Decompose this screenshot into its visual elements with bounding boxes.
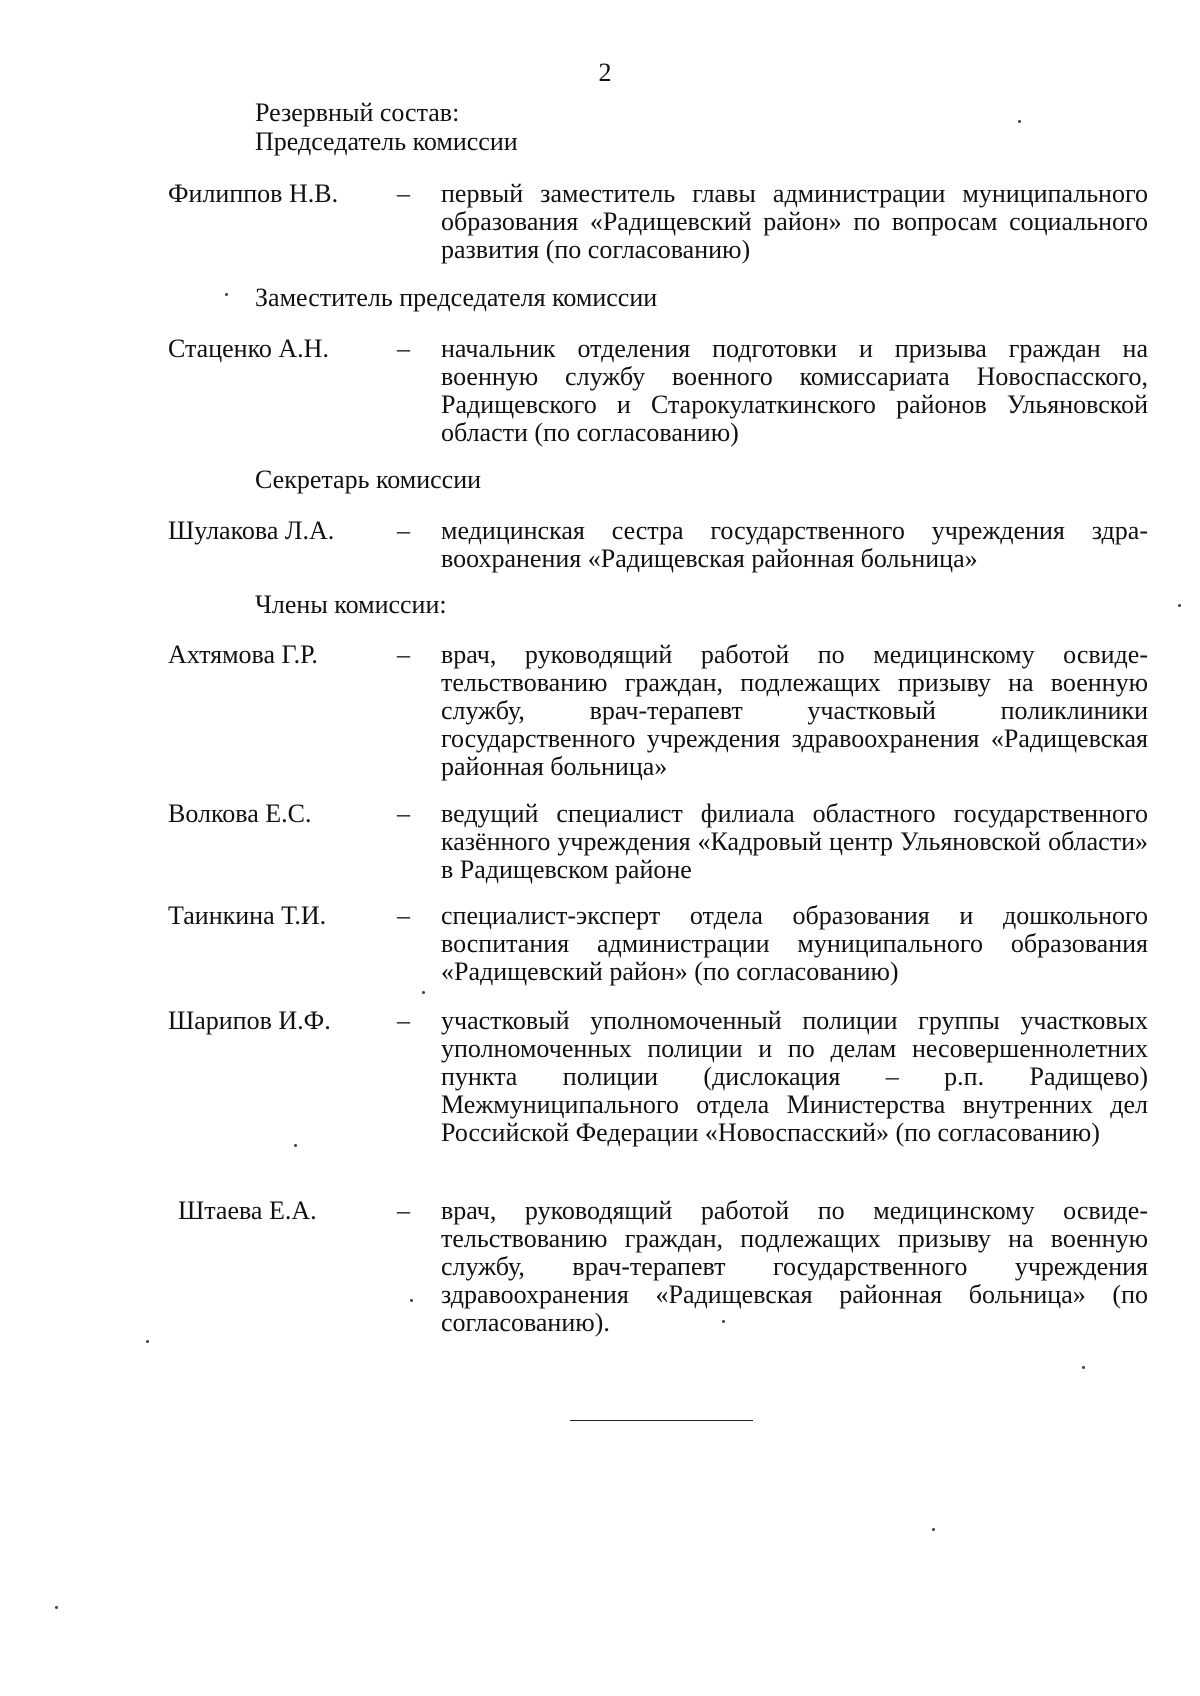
closing-rule [570, 1420, 753, 1421]
heading-secretary: Секретарь комиссии [255, 465, 482, 494]
scan-speck [422, 991, 425, 994]
page-number: 2 [598, 58, 612, 87]
dash: – [397, 901, 410, 930]
member-name: Шарипов И.Ф. [168, 1006, 331, 1035]
member-name: Стаценко А.Н. [168, 334, 329, 363]
member-name: Шулакова Л.А. [168, 516, 335, 545]
member-position: врач, руководящий работой по медицинскому освидетельствованию граждан, подлежащих призыву на военную службу, врач-терапевт участковый поликлиники государственного учреждения здравоохранения «Радищевская районная больница» [441, 640, 1148, 781]
member-position: специалист-эксперт отдела образования и дошкольного воспитания администрации муниципального образования «Радищевский район» (по согласованию) [441, 901, 1148, 986]
member-name: Филиппов Н.В. [168, 179, 339, 208]
dash: – [397, 799, 410, 828]
member-name: Ахтямова Г.Р. [168, 640, 318, 669]
member-name: Таинкина Т.И. [168, 901, 327, 930]
dash: – [397, 179, 410, 208]
dash: – [397, 516, 410, 545]
scan-speck [225, 293, 228, 296]
dash: – [397, 1006, 410, 1035]
heading-deputy: Заместитель председателя комиссии [255, 283, 658, 312]
heading-members: Члены комиссии: [255, 590, 447, 619]
heading-chairman: Председатель комиссии [255, 127, 518, 156]
scan-speck [410, 1299, 413, 1302]
member-position: начальник отделения подготовки и призыва граждан на военную службу военного комиссариата Новоспасского, Радищевского и Старокулаткинского районов Ульяновской области (по согласованию) [441, 334, 1148, 447]
member-name: Волкова Е.С. [168, 799, 312, 828]
member-position: участковый уполномоченный полиции группы участковых уполномоченных полиции и по делам несовершеннолетних пункта полиции (дислокация – р.п. Радищево) Межмуниципального отдела Министерства внутренних дел Российской Федерации «Новоспасский» (по согласованию) [441, 1006, 1148, 1147]
scan-speck [932, 1528, 935, 1531]
scan-speck [1018, 120, 1021, 123]
member-position: ведущий специалист филиала областного государственного казённого учреждения «Кадровый центр Ульяновской области» в Радищевском районе [441, 799, 1148, 884]
dash: – [397, 640, 410, 669]
member-position: врач, руководящий работой по медицинскому освидетельствованию граждан, подлежащих призыву на военную службу, врач-терапевт государственного учреждения здравоохранения «Радищевская районная больница» (по согласованию). [441, 1196, 1148, 1337]
scan-speck [1178, 604, 1181, 607]
dash: – [397, 1196, 410, 1225]
member-position: медицинская сестра государственного учреждения здравоохранения «Радищевская районная больница» [441, 516, 1148, 573]
dash: – [397, 334, 410, 363]
scan-speck [722, 1320, 725, 1323]
scan-speck [294, 1144, 297, 1147]
member-name: Штаева Е.А. [178, 1196, 317, 1225]
scan-speck [1082, 1366, 1085, 1369]
heading-reserve: Резервный состав: [255, 98, 460, 127]
scan-speck [55, 1606, 58, 1609]
member-position: первый заместитель главы администрации муниципального образования «Радищевский район» по вопросам социального развития (по согласованию) [441, 179, 1148, 264]
scan-speck [146, 1340, 149, 1343]
